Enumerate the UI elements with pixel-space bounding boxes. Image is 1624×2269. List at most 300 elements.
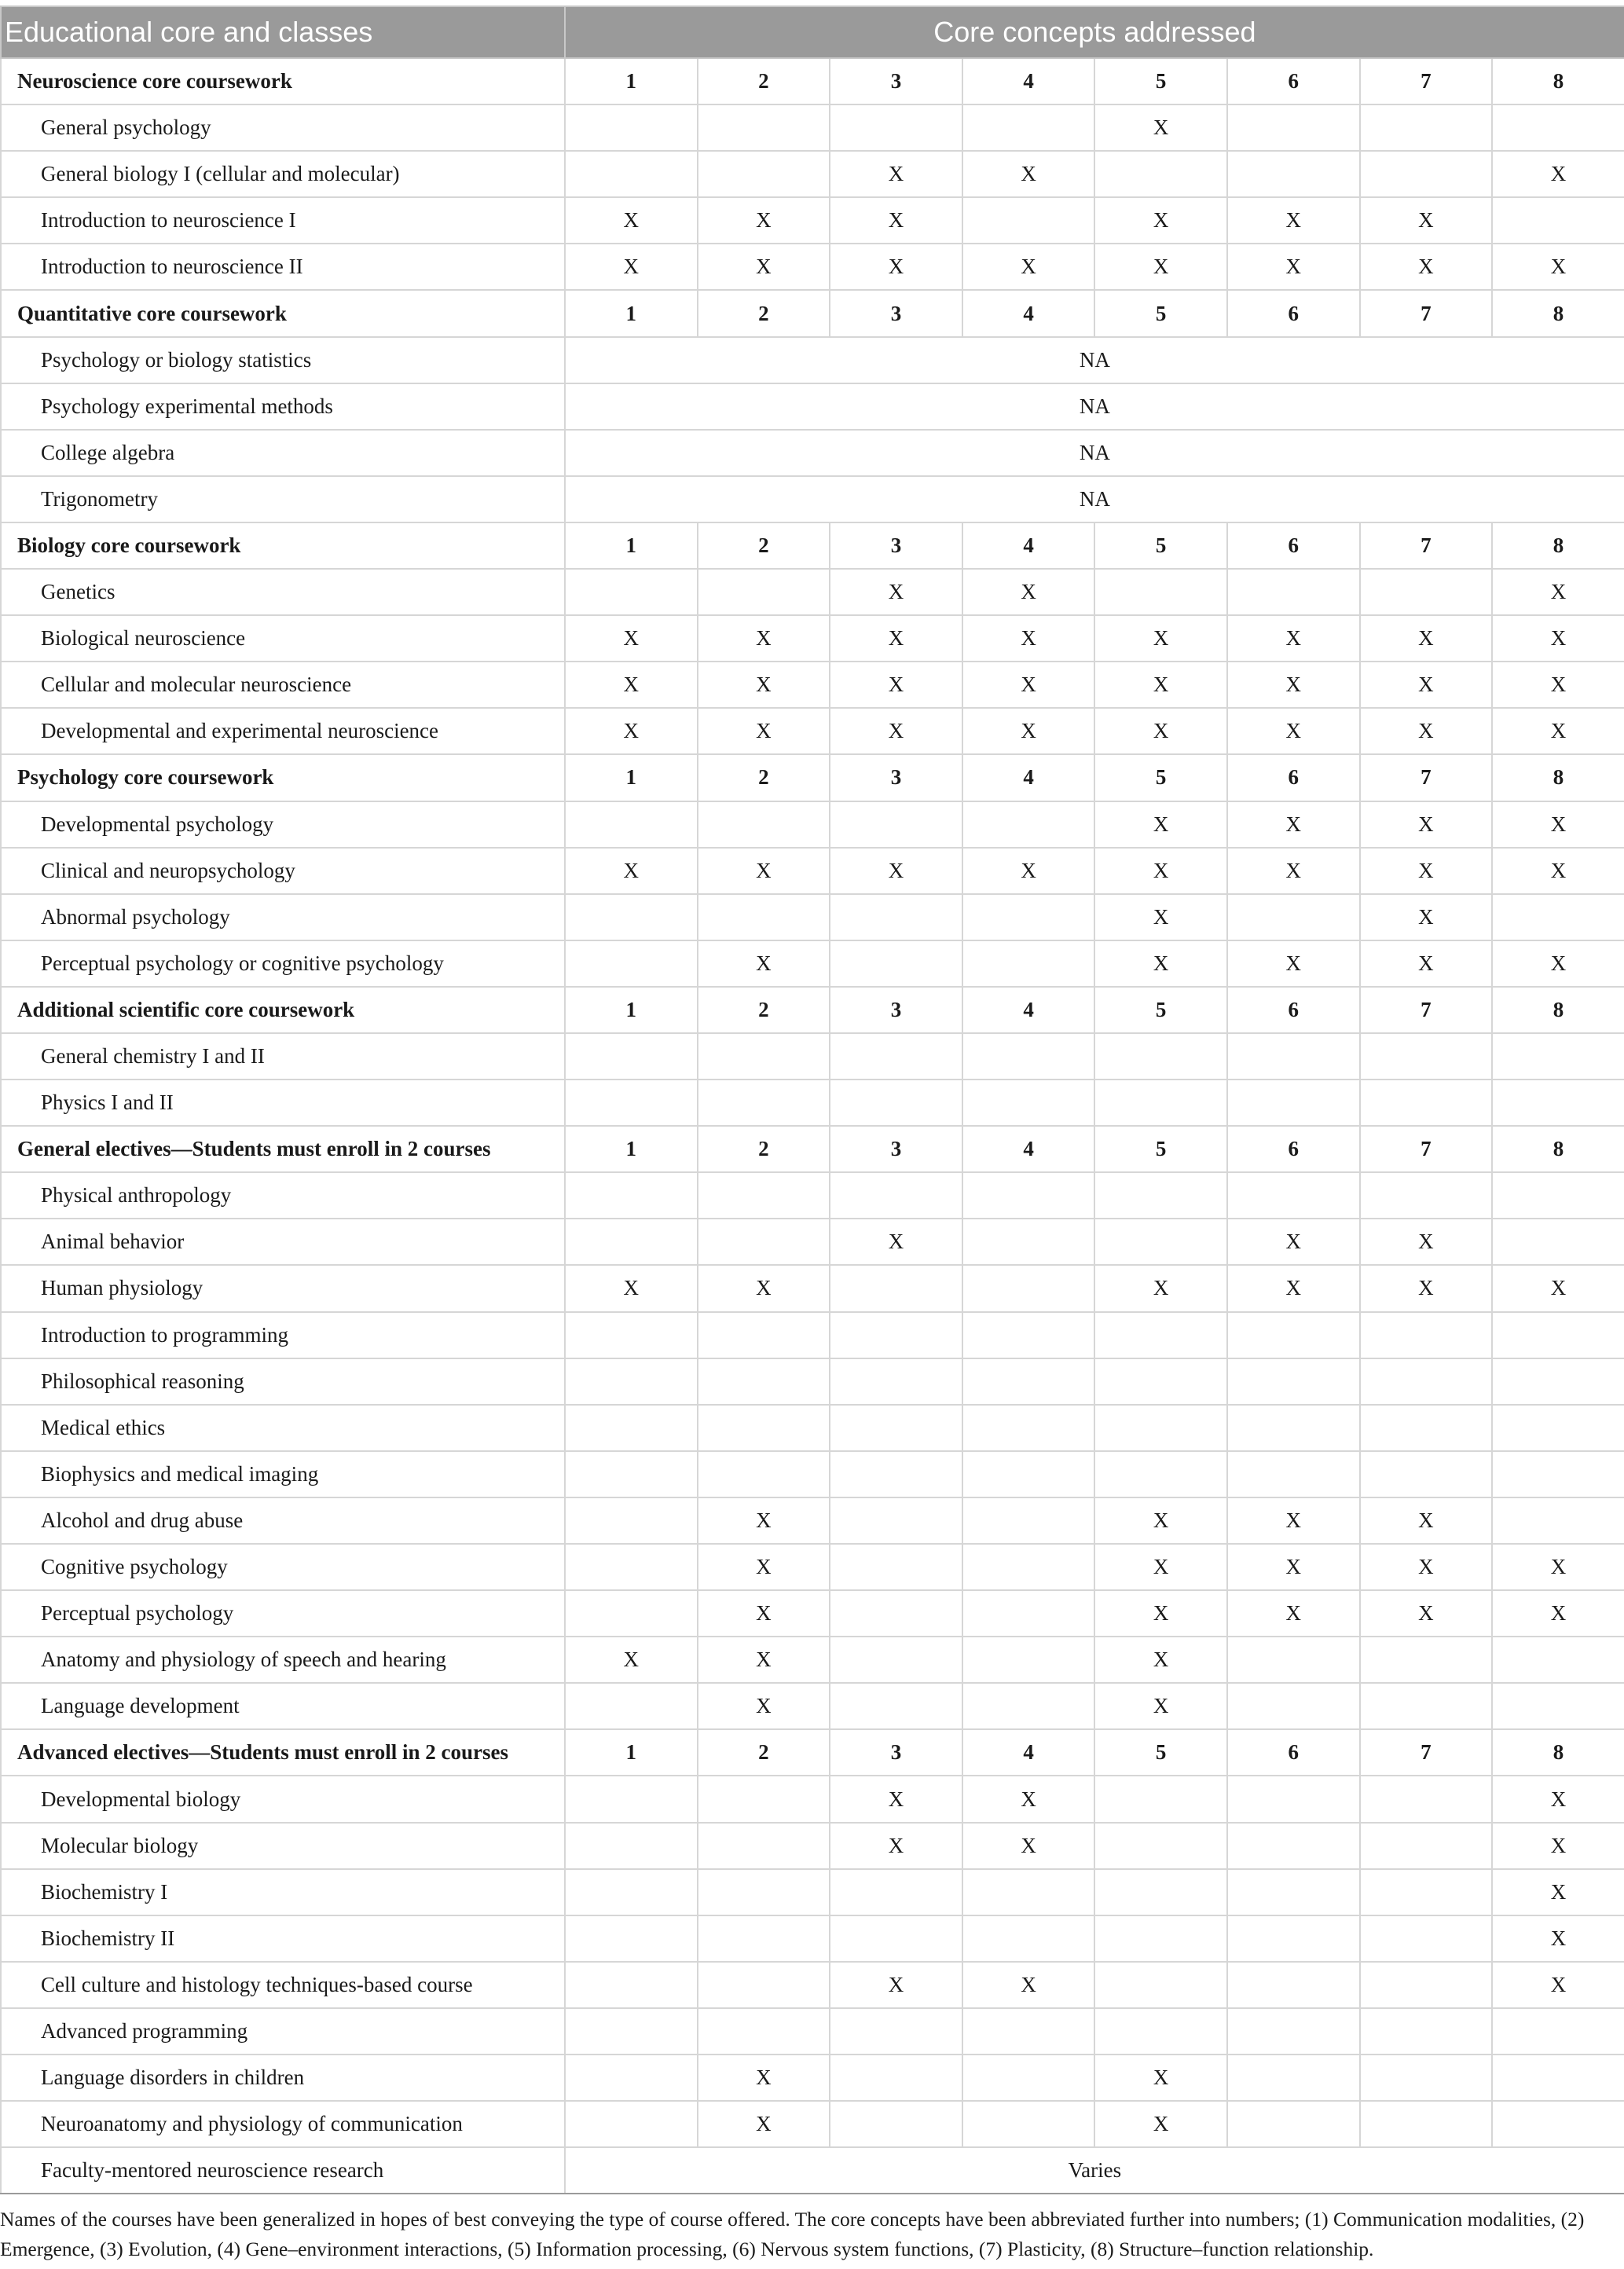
course-name: Trigonometry: [1, 476, 565, 522]
section-title: Psychology core coursework: [1, 754, 565, 801]
concept-mark: [962, 1637, 1095, 1683]
concept-mark: X: [1094, 662, 1227, 708]
section-header-row: [1, 1729, 1624, 1776]
concept-mark: [1094, 1080, 1227, 1126]
concept-mark: [1094, 1869, 1227, 1915]
concept-mark: X: [1094, 894, 1227, 940]
course-name: Introduction to neuroscience I: [1, 197, 565, 244]
concept-mark: [1227, 1776, 1360, 1822]
concept-number: 7: [1360, 1126, 1493, 1172]
span-cell: NA: [565, 383, 1624, 430]
concept-mark: X: [830, 1776, 962, 1822]
concept-mark: [1094, 1451, 1227, 1497]
concept-mark: [1492, 1637, 1624, 1683]
course-name: Cellular and molecular neuroscience: [1, 662, 565, 708]
concept-mark: X: [1227, 1544, 1360, 1590]
header-educational-core: Educational core and classes: [1, 6, 565, 58]
concept-mark: [1094, 1776, 1227, 1822]
table-header-row: [1, 6, 1624, 58]
concept-number: 3: [830, 1126, 962, 1172]
concept-mark: X: [830, 1219, 962, 1265]
concept-mark: X: [962, 848, 1095, 894]
concept-mark: X: [1492, 1823, 1624, 1869]
concept-mark: X: [1094, 848, 1227, 894]
concept-mark: X: [962, 708, 1095, 754]
concept-mark: X: [1094, 1637, 1227, 1683]
table-row: [1, 801, 1624, 848]
concept-mark: X: [698, 1544, 830, 1590]
concept-mark: [830, 104, 962, 151]
table-row: [1, 383, 1624, 430]
concept-number: 1: [565, 987, 698, 1033]
concept-mark: [1492, 2008, 1624, 2055]
concept-number: 1: [565, 522, 698, 569]
concept-mark: X: [962, 662, 1095, 708]
concept-mark: X: [1360, 197, 1493, 244]
concept-mark: X: [1492, 1962, 1624, 2008]
table-row: [1, 476, 1624, 522]
concept-mark: [1227, 1637, 1360, 1683]
concept-number: 3: [830, 1729, 962, 1776]
concept-mark: [1360, 1637, 1493, 1683]
concept-mark: [1227, 2008, 1360, 2055]
concept-mark: X: [1360, 615, 1493, 662]
course-name: Perceptual psychology or cognitive psychology: [1, 940, 565, 987]
table-row: [1, 244, 1624, 290]
concept-mark: [1227, 1080, 1360, 1126]
concept-number: 6: [1227, 290, 1360, 336]
table-row: [1, 1869, 1624, 1915]
concept-mark: [1360, 1451, 1493, 1497]
concept-mark: [830, 1544, 962, 1590]
concept-mark: [1360, 1823, 1493, 1869]
concept-mark: [1227, 894, 1360, 940]
concept-mark: [962, 1172, 1095, 1219]
concept-mark: X: [830, 848, 962, 894]
concept-number: 5: [1094, 522, 1227, 569]
table-row: [1, 569, 1624, 615]
concept-mark: [565, 801, 698, 848]
table-row: [1, 894, 1624, 940]
concept-mark: X: [698, 1637, 830, 1683]
concept-mark: [698, 1823, 830, 1869]
concept-mark: [962, 894, 1095, 940]
concept-mark: [1360, 1776, 1493, 1822]
concept-mark: [1492, 1405, 1624, 1451]
section-title: Biology core coursework: [1, 522, 565, 569]
concept-mark: [1094, 1172, 1227, 1219]
concept-number: 5: [1094, 987, 1227, 1033]
concept-mark: [962, 2008, 1095, 2055]
concept-number: 6: [1227, 754, 1360, 801]
concept-mark: X: [830, 244, 962, 290]
concept-mark: [565, 1172, 698, 1219]
course-name: Introduction to programming: [1, 1312, 565, 1358]
concept-mark: X: [1492, 244, 1624, 290]
concept-number: 6: [1227, 987, 1360, 1033]
concept-mark: [1227, 151, 1360, 197]
concept-number: 5: [1094, 1126, 1227, 1172]
concept-mark: [698, 1776, 830, 1822]
concept-number: 1: [565, 58, 698, 104]
concept-mark: X: [1360, 1497, 1493, 1544]
concept-mark: [830, 1637, 962, 1683]
concept-number: 4: [962, 754, 1095, 801]
concept-mark: [1227, 2101, 1360, 2147]
concept-mark: X: [962, 1776, 1095, 1822]
table-row: [1, 1915, 1624, 1962]
concept-mark: [962, 1497, 1095, 1544]
concept-number: 3: [830, 754, 962, 801]
concept-mark: X: [1227, 615, 1360, 662]
concept-mark: X: [1360, 940, 1493, 987]
concept-mark: [565, 2008, 698, 2055]
concept-mark: [962, 1869, 1095, 1915]
concept-mark: [1360, 104, 1493, 151]
concept-mark: X: [1094, 244, 1227, 290]
course-name: College algebra: [1, 430, 565, 476]
concept-mark: [565, 1683, 698, 1729]
concept-mark: [1360, 2101, 1493, 2147]
concept-mark: [565, 1497, 698, 1544]
concept-mark: [962, 197, 1095, 244]
concept-mark: X: [1227, 1590, 1360, 1637]
course-name: Psychology experimental methods: [1, 383, 565, 430]
course-name: Physics I and II: [1, 1080, 565, 1126]
concept-mark: [962, 1358, 1095, 1405]
concept-mark: X: [1094, 1497, 1227, 1544]
table-row: [1, 1265, 1624, 1311]
concept-mark: [698, 1451, 830, 1497]
span-cell: NA: [565, 476, 1624, 522]
concept-mark: X: [1227, 708, 1360, 754]
course-name: Language development: [1, 1683, 565, 1729]
concept-mark: X: [1492, 708, 1624, 754]
concept-mark: [1360, 1358, 1493, 1405]
table-row: [1, 1080, 1624, 1126]
table-row: [1, 2008, 1624, 2055]
concept-mark: X: [1492, 1265, 1624, 1311]
concept-mark: [830, 1915, 962, 1962]
concept-mark: [1492, 1033, 1624, 1080]
concept-mark: [1492, 2101, 1624, 2147]
concept-mark: [565, 2101, 698, 2147]
concept-mark: [1492, 894, 1624, 940]
concept-mark: X: [962, 1962, 1095, 2008]
table-row: [1, 1776, 1624, 1822]
course-name: Developmental and experimental neuroscience: [1, 708, 565, 754]
concept-mark: [565, 1219, 698, 1265]
concept-mark: [565, 1823, 698, 1869]
concept-mark: [962, 1451, 1095, 1497]
concept-number: 2: [698, 290, 830, 336]
concept-mark: [1094, 2008, 1227, 2055]
table-row: [1, 2055, 1624, 2101]
concept-mark: [1227, 104, 1360, 151]
concept-number: 2: [698, 1126, 830, 1172]
concept-mark: X: [1227, 1265, 1360, 1311]
concept-mark: X: [1360, 1544, 1493, 1590]
table-row: [1, 1544, 1624, 1590]
table-body: [1, 58, 1624, 2194]
section-header-row: [1, 58, 1624, 104]
course-name: Faculty-mentored neuroscience research: [1, 2147, 565, 2194]
concept-number: 4: [962, 1126, 1095, 1172]
concept-mark: X: [1227, 1497, 1360, 1544]
concept-mark: X: [1227, 244, 1360, 290]
concept-mark: [698, 894, 830, 940]
concept-mark: [565, 1451, 698, 1497]
concept-mark: [565, 1080, 698, 1126]
concept-mark: X: [1492, 801, 1624, 848]
concept-mark: X: [962, 244, 1095, 290]
table-row: [1, 615, 1624, 662]
table-row: [1, 197, 1624, 244]
concept-mark: [1492, 1219, 1624, 1265]
concept-mark: X: [698, 1265, 830, 1311]
concept-number: 7: [1360, 522, 1493, 569]
concept-mark: [1227, 1405, 1360, 1451]
concept-mark: X: [1360, 244, 1493, 290]
table-row: [1, 1312, 1624, 1358]
table-row: [1, 104, 1624, 151]
concept-number: 5: [1094, 754, 1227, 801]
concept-mark: [1227, 1915, 1360, 1962]
course-name: Introduction to neuroscience II: [1, 244, 565, 290]
section-title: Advanced electives—Students must enroll in 2 courses: [1, 1729, 565, 1776]
section-title: Neuroscience core coursework: [1, 58, 565, 104]
concept-mark: X: [1094, 2101, 1227, 2147]
concept-mark: X: [1094, 615, 1227, 662]
concept-mark: [565, 1915, 698, 1962]
concept-mark: [565, 569, 698, 615]
concept-mark: X: [1492, 1915, 1624, 1962]
concept-mark: [698, 1080, 830, 1126]
section-header-row: [1, 1126, 1624, 1172]
concept-number: 4: [962, 58, 1095, 104]
concept-mark: [1094, 1358, 1227, 1405]
table-row: [1, 708, 1624, 754]
concept-mark: [1227, 1172, 1360, 1219]
concept-mark: X: [1360, 894, 1493, 940]
concept-mark: X: [962, 569, 1095, 615]
concept-mark: [565, 940, 698, 987]
concept-mark: X: [565, 662, 698, 708]
concept-number: 8: [1492, 290, 1624, 336]
span-cell: NA: [565, 337, 1624, 383]
concept-mark: X: [1227, 197, 1360, 244]
concept-mark: [565, 1544, 698, 1590]
concept-mark: X: [830, 708, 962, 754]
section-header-row: [1, 522, 1624, 569]
concept-mark: [565, 894, 698, 940]
course-name: General psychology: [1, 104, 565, 151]
concept-number: 3: [830, 522, 962, 569]
concept-mark: [698, 1358, 830, 1405]
concept-mark: X: [962, 151, 1095, 197]
concept-number: 5: [1094, 58, 1227, 104]
concept-mark: X: [1492, 1869, 1624, 1915]
concept-mark: [698, 569, 830, 615]
concept-mark: [698, 1219, 830, 1265]
concept-mark: [830, 1358, 962, 1405]
concept-mark: X: [830, 1823, 962, 1869]
course-name: Biological neuroscience: [1, 615, 565, 662]
table-row: [1, 1358, 1624, 1405]
concept-mark: [1227, 1358, 1360, 1405]
concept-mark: X: [1360, 1590, 1493, 1637]
concept-mark: [830, 1312, 962, 1358]
concept-mark: [565, 151, 698, 197]
concept-mark: X: [830, 197, 962, 244]
concept-mark: X: [830, 1962, 962, 2008]
concept-mark: X: [830, 569, 962, 615]
concept-mark: [1360, 151, 1493, 197]
concept-mark: [830, 2055, 962, 2101]
concept-mark: [1492, 1451, 1624, 1497]
concept-mark: [1094, 1962, 1227, 2008]
course-name: Biochemistry II: [1, 1915, 565, 1962]
table-row: [1, 662, 1624, 708]
table-row: [1, 1497, 1624, 1544]
concept-mark: [565, 2055, 698, 2101]
concept-mark: [962, 1033, 1095, 1080]
concept-mark: [698, 1312, 830, 1358]
concept-mark: [698, 801, 830, 848]
concept-number: 1: [565, 1729, 698, 1776]
concept-mark: X: [698, 197, 830, 244]
concept-mark: [1492, 104, 1624, 151]
concept-mark: [1360, 1080, 1493, 1126]
span-cell: Varies: [565, 2147, 1624, 2194]
concept-mark: X: [698, 2055, 830, 2101]
concept-mark: X: [565, 1265, 698, 1311]
span-cell: NA: [565, 430, 1624, 476]
concept-mark: X: [1094, 2055, 1227, 2101]
concept-mark: [830, 2101, 962, 2147]
concept-mark: [1360, 1405, 1493, 1451]
concept-mark: [830, 894, 962, 940]
concept-mark: X: [698, 940, 830, 987]
concept-mark: [1227, 569, 1360, 615]
concept-number: 2: [698, 754, 830, 801]
concept-mark: X: [698, 1590, 830, 1637]
concept-mark: [830, 1869, 962, 1915]
course-name: Biochemistry I: [1, 1869, 565, 1915]
course-name: Human physiology: [1, 1265, 565, 1311]
concept-mark: [698, 1869, 830, 1915]
concept-mark: [1492, 2055, 1624, 2101]
concept-number: 6: [1227, 522, 1360, 569]
concept-mark: [962, 1080, 1095, 1126]
concept-mark: [962, 1405, 1095, 1451]
concept-number: 8: [1492, 1126, 1624, 1172]
course-name: Clinical and neuropsychology: [1, 848, 565, 894]
course-name: Developmental psychology: [1, 801, 565, 848]
concept-number: 7: [1360, 290, 1493, 336]
concept-number: 1: [565, 754, 698, 801]
concept-mark: X: [1227, 1219, 1360, 1265]
course-name: Developmental biology: [1, 1776, 565, 1822]
course-name: Alcohol and drug abuse: [1, 1497, 565, 1544]
concept-mark: X: [1360, 801, 1493, 848]
concept-mark: X: [1227, 940, 1360, 987]
table-row: [1, 1451, 1624, 1497]
concept-mark: [698, 2008, 830, 2055]
concept-number: 1: [565, 290, 698, 336]
concept-number: 7: [1360, 987, 1493, 1033]
concept-number: 6: [1227, 1126, 1360, 1172]
concept-mark: [962, 1265, 1095, 1311]
concept-mark: X: [1360, 708, 1493, 754]
concept-mark: [698, 1405, 830, 1451]
concept-mark: [830, 1451, 962, 1497]
table-row: [1, 2147, 1624, 2194]
concept-mark: X: [1492, 1590, 1624, 1637]
concept-number: 6: [1227, 58, 1360, 104]
concept-mark: X: [1094, 1544, 1227, 1590]
course-name: Language disorders in children: [1, 2055, 565, 2101]
concept-mark: X: [698, 1683, 830, 1729]
concept-mark: [1094, 1823, 1227, 1869]
concept-number: 7: [1360, 754, 1493, 801]
concept-mark: [1492, 1080, 1624, 1126]
concept-mark: [830, 1265, 962, 1311]
concept-mark: X: [1492, 151, 1624, 197]
course-name: Animal behavior: [1, 1219, 565, 1265]
course-name: Advanced programming: [1, 2008, 565, 2055]
concept-mark: [1227, 1451, 1360, 1497]
table-row: [1, 1405, 1624, 1451]
concept-mark: [1094, 1915, 1227, 1962]
concept-mark: [1360, 1962, 1493, 2008]
concept-mark: [830, 1683, 962, 1729]
concept-mark: [1094, 151, 1227, 197]
course-name: Biophysics and medical imaging: [1, 1451, 565, 1497]
table-row: [1, 1590, 1624, 1637]
concept-mark: X: [1094, 940, 1227, 987]
concept-mark: [698, 1962, 830, 2008]
concept-mark: X: [962, 615, 1095, 662]
concept-mark: [1360, 1312, 1493, 1358]
course-name: Cognitive psychology: [1, 1544, 565, 1590]
section-title: Quantitative core coursework: [1, 290, 565, 336]
concept-mark: [1227, 1033, 1360, 1080]
concept-mark: [698, 1172, 830, 1219]
concept-mark: X: [1360, 1219, 1493, 1265]
core-concepts-table: [0, 5, 1624, 2194]
concept-mark: [565, 1358, 698, 1405]
concept-mark: [565, 104, 698, 151]
concept-mark: X: [565, 708, 698, 754]
concept-mark: [1227, 1869, 1360, 1915]
concept-mark: X: [698, 848, 830, 894]
concept-mark: X: [1094, 801, 1227, 848]
concept-mark: X: [1094, 104, 1227, 151]
concept-mark: [1492, 1497, 1624, 1544]
concept-number: 3: [830, 58, 962, 104]
concept-mark: [830, 940, 962, 987]
concept-mark: X: [830, 662, 962, 708]
concept-number: 8: [1492, 522, 1624, 569]
concept-mark: X: [698, 2101, 830, 2147]
concept-mark: [1360, 1869, 1493, 1915]
concept-number: 5: [1094, 290, 1227, 336]
table-row: [1, 430, 1624, 476]
table-row: [1, 1033, 1624, 1080]
table-row: [1, 337, 1624, 383]
concept-mark: X: [698, 662, 830, 708]
